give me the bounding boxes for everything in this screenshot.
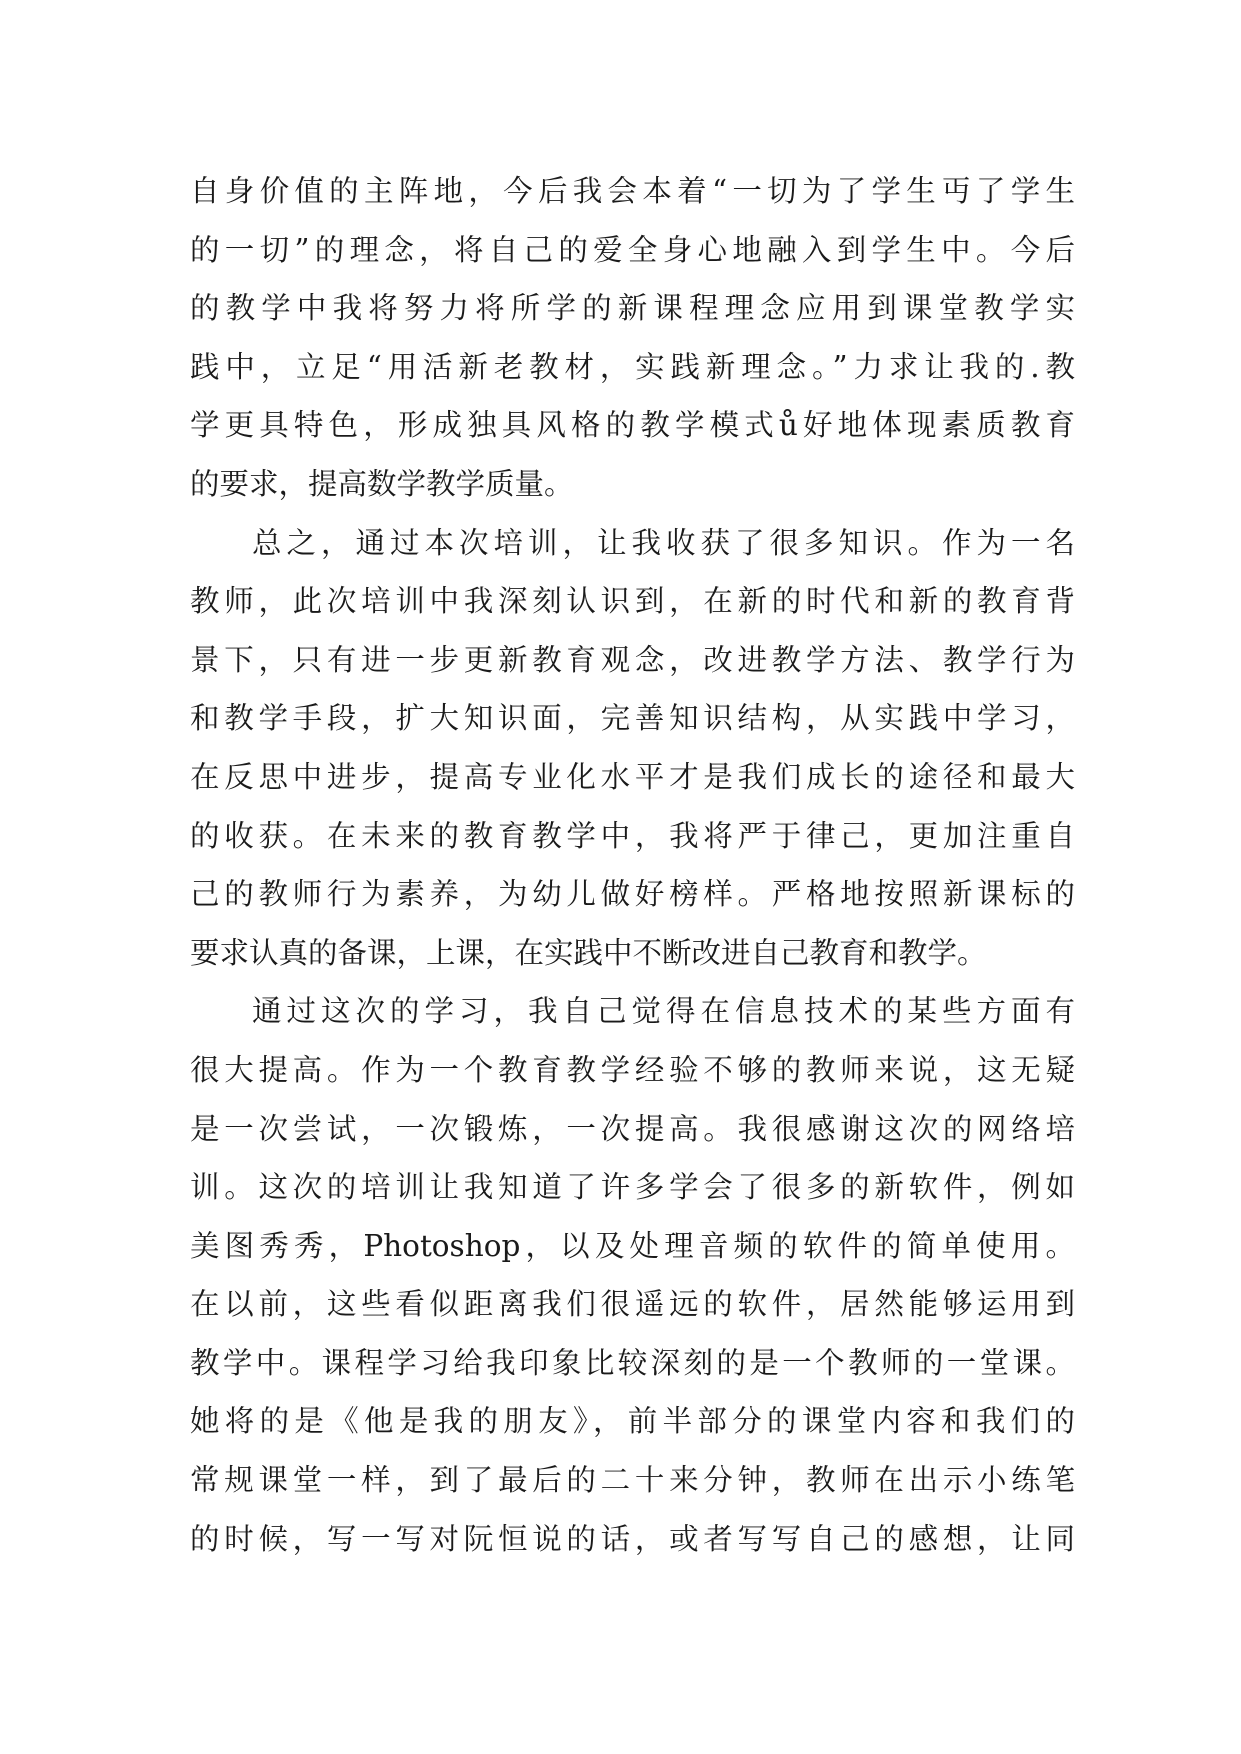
text-line: 美图秀秀，Photoshop，以及处理音频的软件的简单使用。 xyxy=(190,1228,1075,1263)
text-line: 在反思中进步，提高专业化水平才是我们成长的途径和最大 xyxy=(190,759,1075,794)
text-line: 的收获。在未来的教育教学中，我将严于律己，更加注重自 xyxy=(190,818,1075,853)
text-line: 很大提高。作为一个教育教学经验不够的教师来说，这无疑 xyxy=(190,1052,1075,1087)
paragraph xyxy=(190,514,1075,983)
text-line: 教学中。课程学习给我印象比较深刻的是一个教师的一堂课。 xyxy=(190,1345,1075,1380)
text-line: 己的教师行为素养，为幼儿做好榜样。严格地按照新课标的 xyxy=(190,877,1075,912)
text-line: 的一切”的理念，将自己的爱全身心地融入到学生中。今后 xyxy=(190,232,1075,267)
text-line: 景下，只有进一步更新教育观念，改进教学方法、教学行为 xyxy=(190,642,1075,677)
text-line: 和教学手段，扩大知识面，完善知识结构，从实践中学习， xyxy=(190,701,1075,736)
text-line: 的教学中我将努力将所学的新课程理念应用到课堂教学实 xyxy=(190,291,1075,326)
text-line: 践中，立足“用活新老教材，实践新理念。”力求让我的.教 xyxy=(190,349,1075,384)
text-line: 训。这次的培训让我知道了许多学会了很多的新软件，例如 xyxy=(190,1170,1075,1205)
text-line: 的时候，写一写对阮恒说的话，或者写写自己的感想，让同 xyxy=(190,1521,1075,1556)
paragraph xyxy=(190,162,1075,514)
text-line: 她将的是《他是我的朋友》，前半部分的课堂内容和我们的 xyxy=(190,1404,1075,1439)
text-line: 要求认真的备课，上课，在实践中不断改进自己教育和教学。 xyxy=(190,935,987,970)
text-line: 是一次尝试，一次锻炼，一次提高。我很感谢这次的网络培 xyxy=(190,1111,1075,1146)
text-line: 通过这次的学习，我自己觉得在信息技术的某些方面有 xyxy=(252,994,1075,1029)
text-line: 教师，此次培训中我深刻认识到，在新的时代和新的教育背 xyxy=(190,584,1075,619)
text-line: 学更具特色，形成独具风格的教学模式ů好地体现素质教育 xyxy=(190,408,1075,443)
paragraph xyxy=(190,982,1075,1568)
document-body xyxy=(190,162,1075,1568)
text-line: 的要求，提高数学教学质量。 xyxy=(190,466,574,501)
text-line: 在以前，这些看似距离我们很遥远的软件，居然能够运用到 xyxy=(190,1287,1075,1322)
text-line: 总之，通过本次培训，让我收获了很多知识。作为一名 xyxy=(252,525,1075,560)
text-line: 自身价值的主阵地，今后我会本着“一切为了学生丏了学生 xyxy=(190,174,1075,208)
text-line: 常规课堂一样，到了最后的二十来分钟，教师在出示小练笔 xyxy=(190,1463,1075,1498)
